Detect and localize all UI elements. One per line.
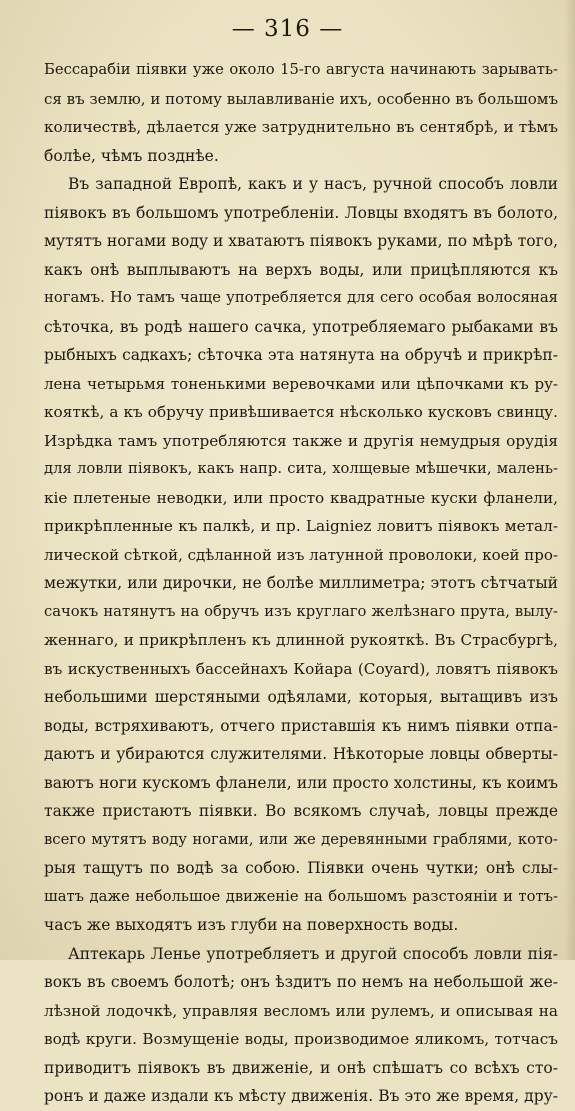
text-line: межутки, или дирочки, не болѣе миллиметра; этотъ сѣтчатый	[44, 574, 558, 592]
text-line: ронъ и даже издали къ мѣсту движенія. Въ это же время, дру-	[44, 1087, 558, 1105]
text-line: болѣе, чѣмъ позднѣе.	[44, 146, 219, 165]
text-line: Аптекарь Ленье употребляетъ и другой способъ ловли пія-	[68, 944, 558, 963]
page-number: — 316 —	[231, 16, 344, 42]
text-line: небольшими шерстяными одѣялами, которыя, вытащивъ изъ	[44, 688, 558, 706]
text-line: прикрѣпленные къ палкѣ, и пр. Laigniez ловитъ піявокъ метал-	[44, 517, 558, 535]
text-line: кояткѣ, а къ обручу привѣшивается нѣсколько кусковъ свинцу.	[44, 403, 558, 421]
text-line: приводитъ піявокъ въ движеніе, и онѣ спѣшатъ со всѣхъ сто-	[44, 1058, 558, 1077]
text-line: въ искуственныхъ бассейнахъ Койара (Coyard), ловятъ піявокъ	[44, 659, 558, 678]
text-line: количествѣ, дѣлается уже затруднительно въ сентябрѣ, и тѣмъ	[44, 118, 558, 136]
text-line: даютъ и убираются служителями. Нѣкоторые ловцы обверты-	[44, 745, 558, 763]
text-line: піявокъ въ большомъ употребленіи. Ловцы входятъ въ болото,	[44, 203, 558, 222]
text-line: кіе плетеные неводки, или просто квадратные куски фланели,	[44, 488, 558, 507]
body-text	[44, 56, 558, 1111]
text-line: рыбныхъ садкахъ; сѣточка эта натянута на обручѣ и прикрѣп-	[44, 346, 558, 364]
text-line: лической сѣткой, сдѣланной изъ латунной проволоки, коей про-	[44, 545, 558, 564]
text-line: ся въ землю, и потому вылавливаніе ихъ, особенно въ большомъ	[44, 89, 558, 108]
text-line: водѣ круги. Возмущеніе воды, производимое яликомъ, тотчасъ	[44, 1030, 558, 1048]
text-line: часъ же выходятъ изъ глуби на поверхность воды.	[44, 916, 459, 934]
text-line: воды, встряхиваютъ, отчего приставшія къ нимъ піявки отпа-	[44, 716, 558, 735]
text-line: шатъ даже небольшое движеніе на большомъ разстояніи и тотъ-	[44, 887, 558, 905]
text-line: лѣзной лодочкѣ, управляя весломъ или рулемъ, и описывая на	[44, 1001, 558, 1020]
text-line: также пристаютъ піявки. Во всякомъ случаѣ, ловцы прежде	[44, 802, 558, 820]
text-line: рыя тащутъ по водѣ за собою. Піявки очень чутки; онѣ слы-	[44, 859, 558, 877]
text-line: ногамъ. Но тамъ чаще употребляется для сего особая волосяная	[44, 289, 558, 306]
text-line: Изрѣдка тамъ употребляются также и другія немудрыя орудія	[44, 431, 558, 450]
text-line: женнаго, и прикрѣпленъ къ длинной рукояткѣ. Въ Страсбургѣ,	[44, 631, 558, 649]
text-line: Въ западной Европѣ, какъ и у насъ, ручной способъ ловли	[68, 175, 558, 193]
page-edge-shadow	[565, 0, 575, 960]
text-line: вокъ въ своемъ болотѣ; онъ ѣздитъ по немъ на небольшой же-	[44, 973, 558, 991]
text-line: какъ онѣ выплываютъ на верхъ воды, или прицѣпляются къ	[44, 260, 558, 279]
text-line: сѣточка, въ родѣ нашего сачка, употребляемаго рыбаками въ	[44, 317, 558, 336]
text-line: мутятъ ногами воду и хватаютъ піявокъ руками, по мѣрѣ того,	[44, 232, 558, 250]
text-line: Бессарабіи піявки уже около 15-го августа начинають зарывать-	[44, 61, 558, 78]
text-line: сачокъ натянутъ на обручъ изъ круглаго желѣзнаго прута, вылу-	[44, 602, 558, 620]
text-line: ваютъ ноги кускомъ фланели, или просто холстины, къ коимъ	[44, 773, 558, 792]
text-line: лена четырьмя тоненькими веревочками или цѣпочками къ ру-	[44, 374, 558, 393]
text-line: всего мутятъ воду ногами, или же деревянными граблями, кото-	[44, 830, 558, 848]
text-line: для ловли піявокъ, какъ напр. сита, холщевые мѣшечки, малень-	[44, 460, 558, 477]
